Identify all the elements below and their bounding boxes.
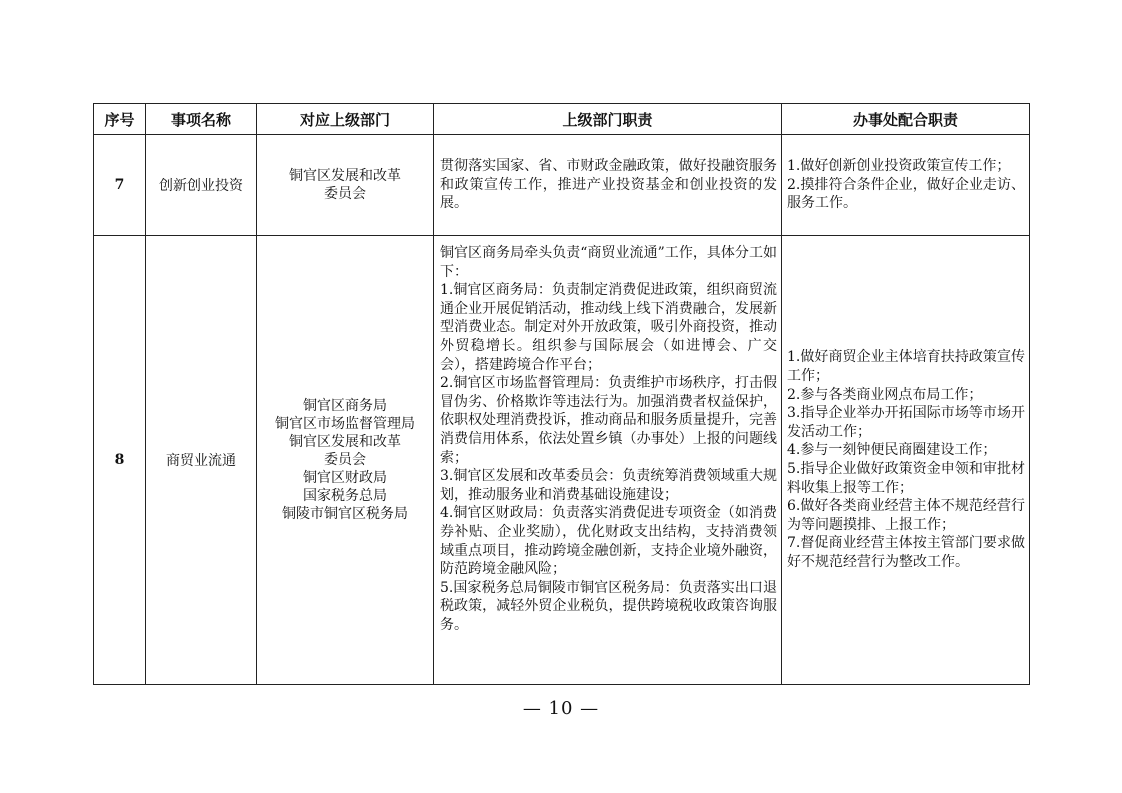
- assist-cell: [782, 236, 1030, 685]
- assist-item: 2.摸排符合条件企业，做好企业走访、服务工作。: [787, 176, 1025, 212]
- department-name: 铜陵市铜官区税务局: [282, 506, 408, 522]
- department-cell: [257, 135, 434, 236]
- header-item-name: 事项名称: [146, 104, 257, 135]
- assist-item: 6.做好各类商业经营主体不规范经营行为等问题摸排、上报工作；: [787, 498, 1025, 533]
- department-name: 铜官区市场监督管理局: [275, 416, 415, 432]
- department-name: 委员会: [324, 452, 366, 468]
- department-name: 铜官区商务局: [303, 398, 387, 414]
- department-name: 铜官区发展和改革: [289, 168, 401, 184]
- table-header-row: [94, 104, 1030, 135]
- duty-text: 1.铜官区商务局：负责制定消费促进政策，组织商贸流通企业开展促销活动，推动线上线下消费融合，发展新型消费业态。制定对外开放政策，吸引外商投资，推动外贸稳增长。组织参与国际展会（如进博会、广交会），搭建跨境合作平台；: [440, 282, 777, 373]
- duty-text: 铜官区商务局牵头负责“商贸业流通”工作，具体分工如下：: [440, 245, 777, 280]
- item-name: 创新创业投资: [146, 135, 257, 236]
- row-number: 8: [94, 236, 146, 685]
- header-office-duties: 办事处配合职责: [782, 104, 1030, 135]
- page-number: — 10 —: [522, 698, 600, 719]
- duty-text: 5.国家税务总局铜陵市铜官区税务局：负责落实出口退税政策，减轻外贸企业税负，提供跨境税收政策咨询服务。: [440, 579, 777, 633]
- assist-item: 1.做好商贸企业主体培育扶持政策宣传工作；: [787, 349, 1025, 385]
- duty-text: 3.铜官区发展和改革委员会：负责统筹消费领域重大规划，推动服务业和消费基础设施建设；: [440, 468, 777, 503]
- assist-item: 5.指导企业做好政策资金申领和审批材料收集上报等工作；: [787, 461, 1025, 496]
- department-name: 委员会: [324, 186, 366, 202]
- duties-cell: [434, 135, 782, 236]
- table-row: [94, 236, 1030, 685]
- responsibility-table: [93, 103, 1030, 685]
- assist-item: 7.督促商业经营主体按主管部门要求做好不规范经营行为整改工作。: [787, 535, 1025, 570]
- duties-cell: [434, 236, 782, 685]
- department-name: 铜官区财政局: [303, 470, 387, 486]
- duty-text: 2.铜官区市场监督管理局：负责维护市场秩序，打击假冒伪劣、价格欺诈等违法行为。加强消费者权益保护，依职权处理消费投诉，推动商品和服务质量提升，完善消费信用体系，依法处置乡镇（办事处）上报的问题线索；: [440, 375, 777, 466]
- duty-text: 贯彻落实国家、省、市财政金融政策，做好投融资服务和政策宣传工作，推进产业投资基金和创业投资的发展。: [440, 158, 777, 212]
- assist-item: 3.指导企业举办开拓国际市场等市场开发活动工作；: [787, 405, 1025, 440]
- assist-item: 4.参与一刻钟便民商圈建设工作；: [787, 442, 997, 459]
- department-name: 铜官区发展和改革: [289, 434, 401, 450]
- assist-item: 1.做好创新创业投资政策宣传工作；: [787, 158, 1011, 175]
- duty-text: 4.铜官区财政局：负责落实消费促进专项资金（如消费券补贴、企业奖励），优化财政支出结构，支持消费领域重点项目，推动跨境金融创新，支持企业境外融资，防范跨境金融风险；: [440, 505, 777, 578]
- item-name: 商贸业流通: [146, 236, 257, 685]
- row-number: 7: [94, 135, 146, 236]
- header-department-duties: 上级部门职责: [434, 104, 782, 135]
- department-name: 国家税务总局: [303, 488, 387, 504]
- header-superior-department: 对应上级部门: [257, 104, 434, 135]
- table-row: [94, 135, 1030, 236]
- assist-item: 2.参与各类商业网点布局工作；: [787, 386, 983, 403]
- department-cell: [257, 236, 434, 685]
- assist-cell: [782, 135, 1030, 236]
- header-number: 序号: [94, 104, 146, 135]
